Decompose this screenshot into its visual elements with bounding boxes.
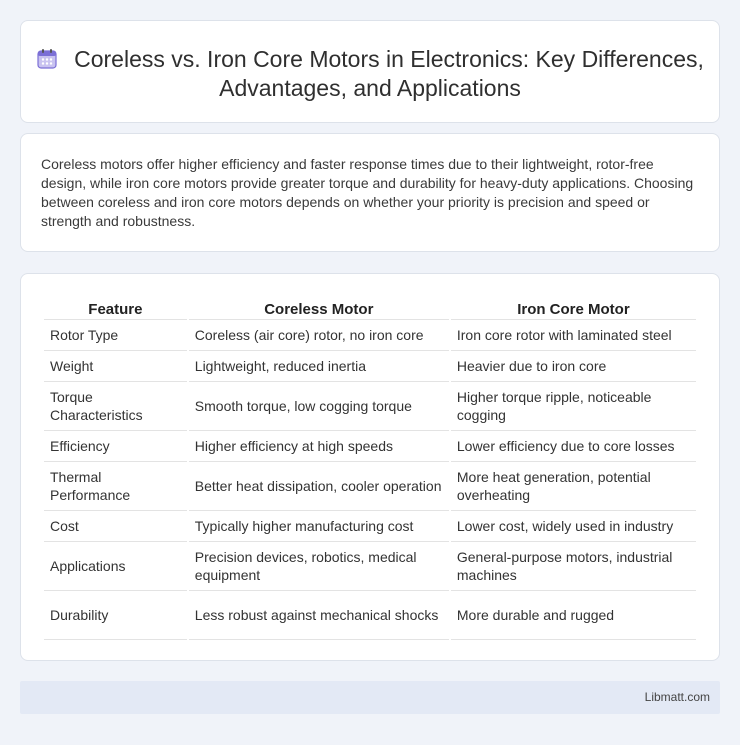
iron-core-cell: Lower cost, widely used in industry: [451, 511, 696, 542]
feature-cell: Applications: [44, 542, 187, 591]
feature-cell: Thermal Performance: [44, 462, 187, 511]
iron-core-cell: Higher torque ripple, noticeable cogging: [451, 382, 696, 431]
intro-paragraph: Coreless motors offer higher efficiency and faster response times due to their lightweight, rotor-free design, while iron core motors provide greater torque and durability for heavy-duty applications. Choosing between coreless and iron core motors depends on whether your priority is precision and speed or strength and robustness.: [41, 156, 694, 229]
title-card: [20, 20, 720, 123]
coreless-cell: Lightweight, reduced inertia: [189, 351, 449, 382]
table-row: [44, 431, 696, 462]
iron-core-cell: General-purpose motors, industrial machines: [451, 542, 696, 591]
feature-cell: Cost: [44, 511, 187, 542]
coreless-cell: Typically higher manufacturing cost: [189, 511, 449, 542]
feature-cell: Efficiency: [44, 431, 187, 462]
comparison-table: [42, 294, 698, 640]
feature-cell: Durability: [44, 591, 187, 640]
table-row: [44, 351, 696, 382]
table-row: [44, 591, 696, 640]
coreless-cell: Less robust against mechanical shocks: [189, 591, 449, 640]
calendar-icon: [36, 48, 58, 70]
table-row: [44, 462, 696, 511]
column-header-coreless: Coreless Motor: [189, 294, 449, 320]
coreless-cell: Smooth torque, low cogging torque: [189, 382, 449, 431]
page-title-wrapper: [21, 45, 719, 103]
column-header-feature: Feature: [44, 294, 187, 320]
column-header-iron-core: Iron Core Motor: [451, 294, 696, 320]
table-row: [44, 542, 696, 591]
iron-core-cell: Iron core rotor with laminated steel: [451, 320, 696, 351]
feature-cell: Torque Characteristics: [44, 382, 187, 431]
feature-cell: Weight: [44, 351, 187, 382]
footer-brand: Libmatt.com: [644, 690, 710, 704]
table-row: [44, 320, 696, 351]
table-row: [44, 511, 696, 542]
page-title: Coreless vs. Iron Core Motors in Electronics: Key Differences, Advantages, and Applications: [74, 46, 704, 101]
footer-bar: [20, 681, 720, 714]
coreless-cell: Coreless (air core) rotor, no iron core: [189, 320, 449, 351]
intro-card: [20, 133, 720, 252]
table-row: [44, 382, 696, 431]
coreless-cell: Better heat dissipation, cooler operation: [189, 462, 449, 511]
table-header-row: [44, 294, 696, 320]
iron-core-cell: Heavier due to iron core: [451, 351, 696, 382]
iron-core-cell: Lower efficiency due to core losses: [451, 431, 696, 462]
coreless-cell: Higher efficiency at high speeds: [189, 431, 449, 462]
iron-core-cell: More heat generation, potential overheating: [451, 462, 696, 511]
coreless-cell: Precision devices, robotics, medical equipment: [189, 542, 449, 591]
feature-cell: Rotor Type: [44, 320, 187, 351]
iron-core-cell: More durable and rugged: [451, 591, 696, 640]
comparison-table-card: [20, 273, 720, 661]
